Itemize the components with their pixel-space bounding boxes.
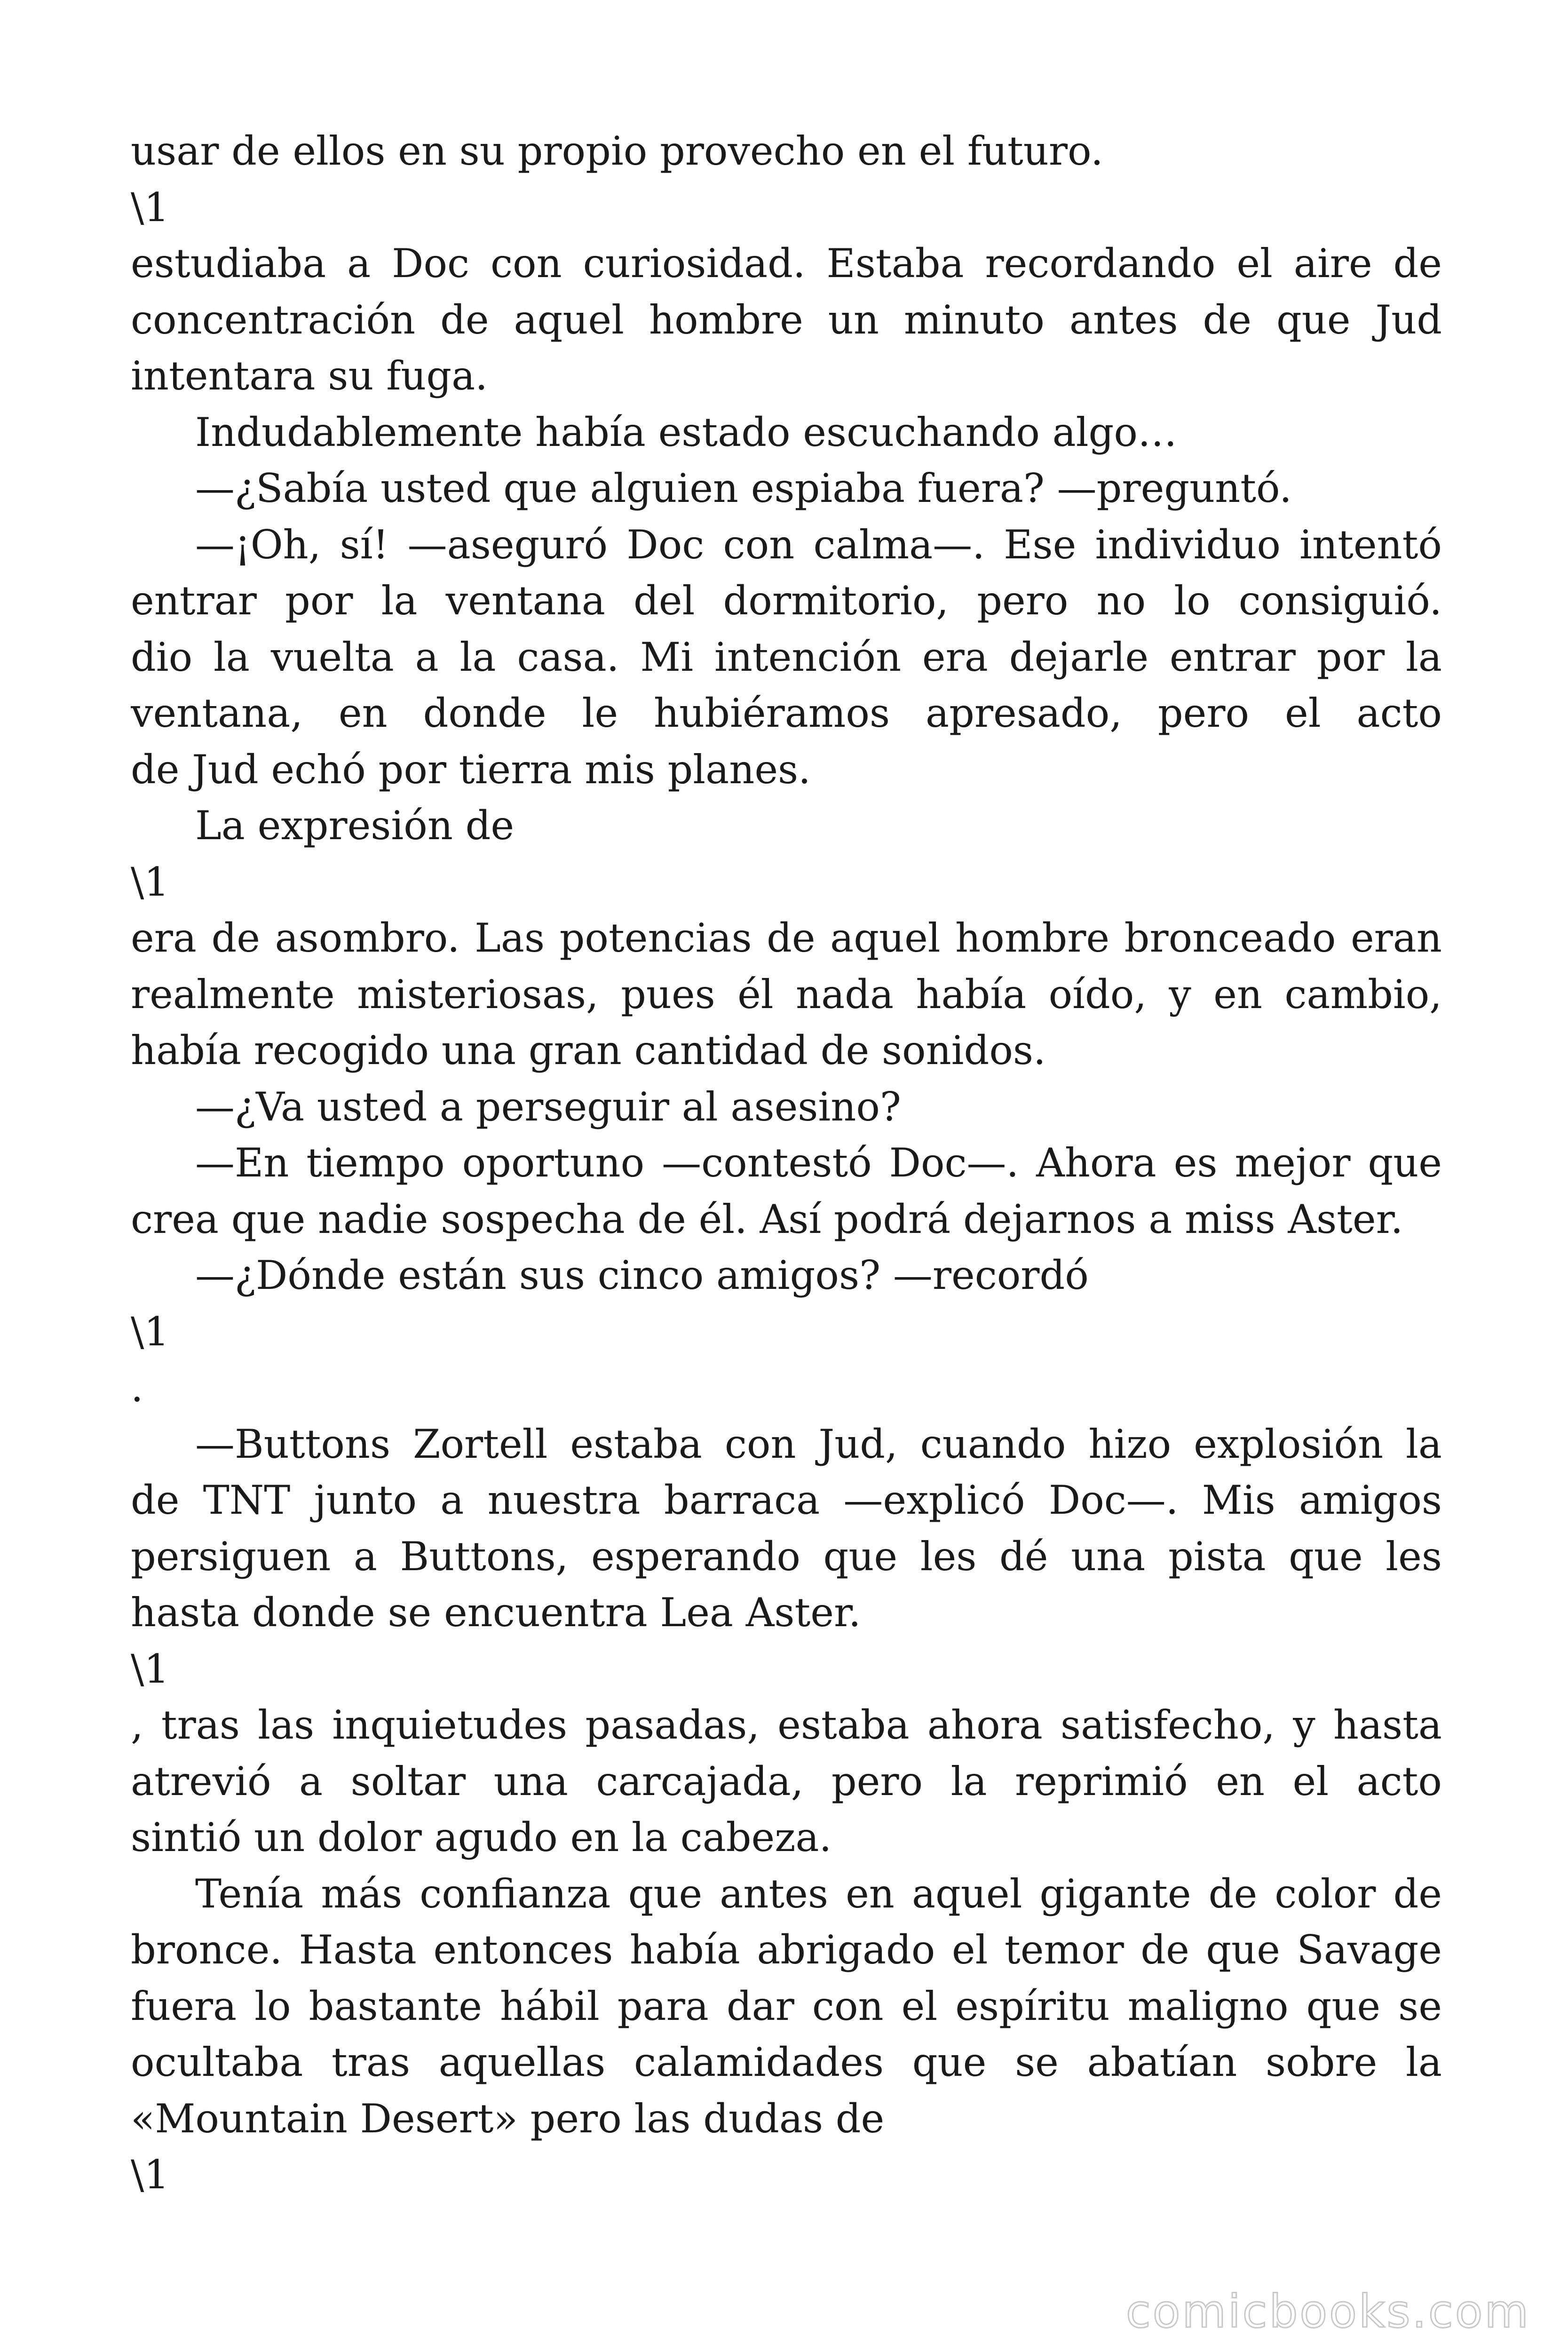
text-line: \1 — [131, 858, 169, 905]
text-line: concentración de aquel hombre un minuto antes de que Jud — [131, 296, 1442, 343]
text-line: de TNT junto a nuestra barraca —explicó Doc—. Mis amigos — [131, 1477, 1442, 1523]
text-line: dio la vuelta a la casa. Mi intención era dejarle entrar por la — [131, 634, 1442, 680]
text-line: intentara su fuga. — [131, 353, 488, 399]
text-line: usar de ellos en su propio provecho en el futuro. — [131, 128, 1103, 174]
text-line: —¿Sabía usted que alguien espiaba fuera? —preguntó. — [195, 465, 1292, 511]
text-line: . — [131, 1365, 143, 1411]
text-line: —En tiempo oportuno —contestó Doc—. Ahora es mejor que — [195, 1140, 1442, 1186]
watermark: comicbooks.com — [1125, 2285, 1530, 2338]
text-line: sintió un dolor agudo en la cabeza. — [131, 1814, 832, 1860]
text-line: ventana, en donde le hubiéramos apresado, pero el acto — [131, 690, 1442, 736]
text-line: —Buttons Zortell estaba con Jud, cuando hizo explosión la — [195, 1421, 1442, 1467]
text-line: fuera lo bastante hábil para dar con el espíritu maligno que se — [131, 1983, 1442, 2029]
text-line: ocultaba tras aquellas calamidades que se abatían sobre la — [131, 2039, 1442, 2085]
text-line: crea que nadie sospecha de él. Así podrá dejarnos a miss Aster. — [131, 1196, 1403, 1242]
text-line: \1 — [131, 2152, 169, 2198]
text-line: \1 — [131, 1645, 169, 1692]
text-line: \1 — [131, 1308, 169, 1355]
text-line: estudiaba a Doc con curiosidad. Estaba recordando el aire de — [131, 240, 1442, 286]
text-line: persiguen a Buttons, esperando que les dé una pista que les — [131, 1533, 1442, 1580]
text-line: —¡Oh, sí! —aseguró Doc con calma—. Ese individuo intentó — [195, 521, 1442, 568]
text-line: realmente misteriosas, pues él nada había oído, y en cambio, — [131, 971, 1442, 1017]
text-line: —¿Dónde están sus cinco amigos? —recordó — [195, 1252, 1089, 1298]
text-line: era de asombro. Las potencias de aquel hombre bronceado eran — [131, 915, 1442, 961]
text-line: La expresión de — [195, 803, 515, 849]
text-line: , tras las inquietudes pasadas, estaba ahora satisfecho, y hasta — [131, 1702, 1442, 1748]
text-line: hasta donde se encuentra Lea Aster. — [131, 1589, 861, 1636]
text-line: Tenía más confianza que antes en aquel gigante de color de — [195, 1870, 1442, 1917]
text-line: Indudablemente había estado escuchando algo… — [195, 409, 1177, 455]
text-line: atrevió a soltar una carcajada, pero la reprimió en el acto — [131, 1758, 1442, 1804]
text-line: había recogido una gran cantidad de sonidos. — [131, 1027, 1046, 1073]
text-line: «Mountain Desert» pero las dudas de — [131, 2095, 885, 2142]
text-line: entrar por la ventana del dormitorio, pero no lo consiguió. — [131, 578, 1442, 624]
text-line: de Jud echó por tierra mis planes. — [131, 746, 811, 793]
text-line: —¿Va usted a perseguir al asesino? — [195, 1083, 901, 1130]
page-text-body — [131, 123, 1442, 2203]
text-line: bronce. Hasta entonces había abrigado el temor de que Savage — [131, 1927, 1442, 1973]
text-line: \1 — [131, 184, 169, 230]
